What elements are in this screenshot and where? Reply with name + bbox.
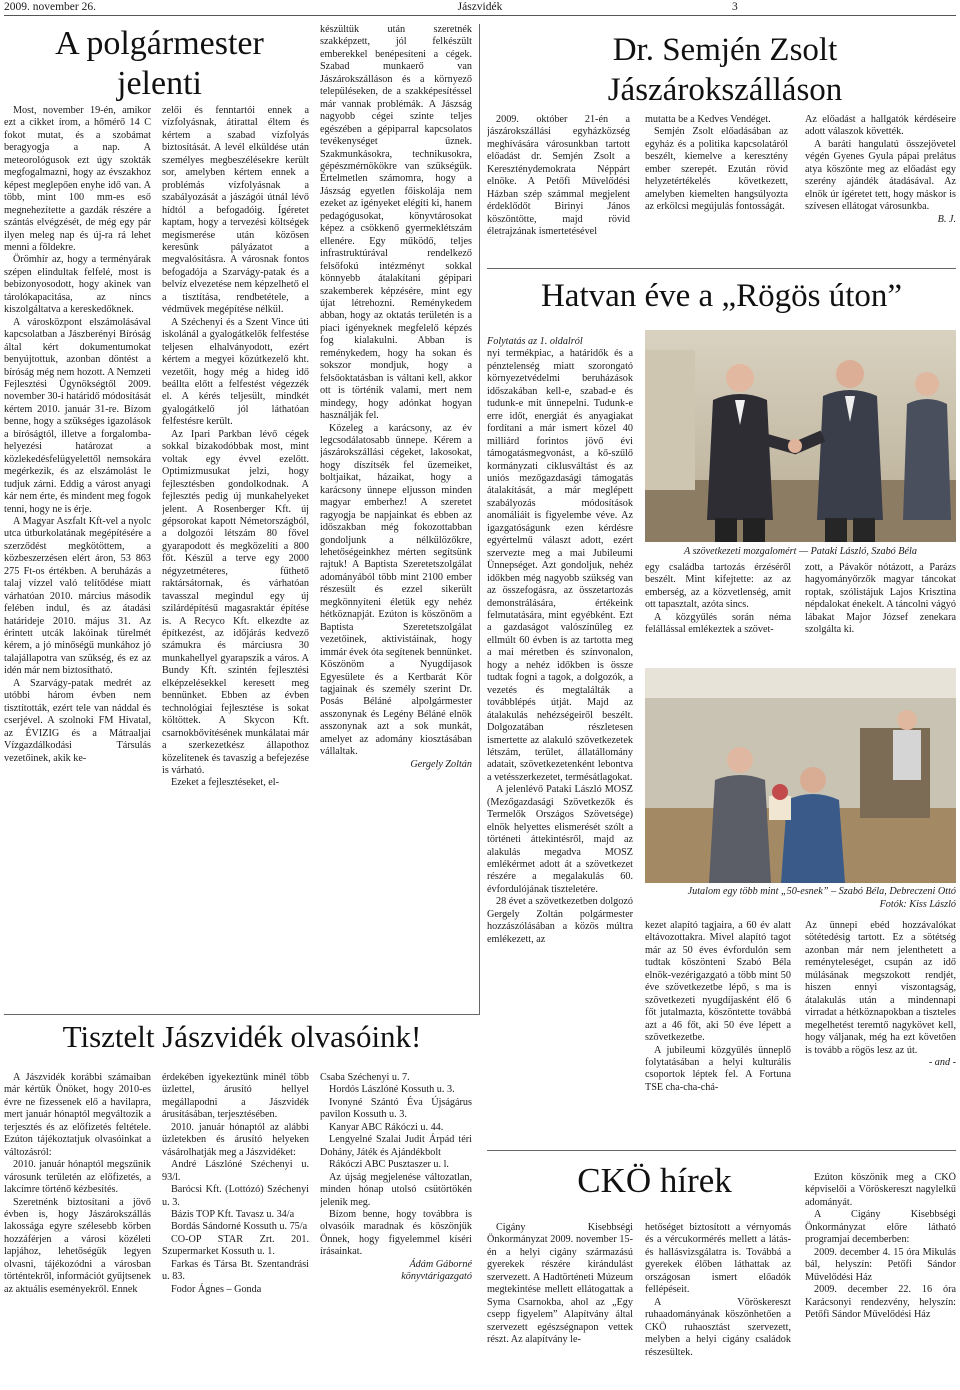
- shop-listing: Fodor Ágnes – Gonda: [171, 1283, 262, 1295]
- paragraph: A Vöröskereszt ruhaadományának köszönhetően a CKÖ ruhaosztást szervezett, melyben a helyi cigány családok részesültek.: [645, 1296, 791, 1358]
- shop-listing: Ivonyné Szántó Éva Újságárus pavilon Kossuth u. 3.: [320, 1096, 472, 1121]
- shop-listing: Bordás Sándorné Kossuth u. 75/a: [171, 1221, 308, 1233]
- cko-article-title: CKÖ hírek: [577, 1161, 732, 1200]
- shop-listing: Farkas és Társa Bt. Szentandrási u. 83.: [162, 1258, 309, 1283]
- paragraph: A Magyar Aszfalt Kft-vel a nyolc utca útburkolatának megépítésére a szerződést megkötöttem, a közbeszerzésen elért áron, 53 863 275 Ft-os értékben. A beruházás a talaj vízzel való telítődése miatt várhatóan 2010. március második felében indul, és az átadási határideje 2010. május 31. Az érintett utcák lakóinak türelmét kérem, a jó minőségű munkához jó talajállapotra van szükség, és ez az idén már nem biztosítható.: [4, 515, 151, 677]
- author-signature: B. J.: [937, 213, 956, 225]
- paragraph: A Jászvidék korábbi számaiban már kértük Önöket, hogy 2010-es évre ne fizessenek elő a havilapra, mert január hónaptól megváltozik a terjesztés és az előfizetés feltétele. Ezúton tájékoztatjuk olvasóinkat a változásról:: [4, 1072, 151, 1158]
- paragraph: Örömhír az, hogy a terményárak szépen elindultak felfelé, most is bebizonyosodott, hogy akinek van tárolókapacitása, az nincs kiszolgáltatva a kereskedőknek.: [4, 254, 151, 316]
- rogos-article-column-2b: [645, 920, 791, 1142]
- page-number: 3: [732, 1, 738, 13]
- section-rule: [487, 268, 956, 269]
- rogos-article-column-3a: [805, 562, 956, 666]
- paragraph: Az ünnepi ebéd hozzávalókat sötétedésig tartott. Ez a sötétség azonban már nem jelenthetett a reményteleséget, csupán az idő múlásának megszokott rendjét, hiszen ennyi viszontagság, átalakulás után a mindennapi virradat a hétköznapokban a tiszteles megelhetést teremtő nagykövet kell, hogy váljanak, még ha ezt követően is tovább a rögös lesz az út.: [805, 920, 956, 1056]
- paragraph: nyi termékpiac, a határidők és a pénztelenség miatt szorongató környezetvédelmi beruházások időszakában kell-e, szabad-e és tudunk-e mit ünnepelni. Tudunk-e erre időt, energiát és anyagiakat fordítani a már ismert közel 40 milliárd forintos jövő évi támogatásmegvonást, a kő-szűlő kormányzati ciklusváltást és az uniós mezőgazdasági támogatás átalakítását, a már meglépett szabályozás módosítások anomáliáit is figyelembe véve. Az igazgatóságunk ezen kérdésre egyértelmű választ adott, ezért szervezte meg a mai Jubileumi Ünnepséget. Azt gondoljuk, nehéz időkben még nagyobb szükség van az összefogásra, az összetartozás demonstrálására, értékeink felmutatására, mint egyébként. Ezt a gazdaságot valószínűleg ez ellmúlt 60 évben is az tartotta meg a mai méretben és színvonalon, hogy a nehéz időkben is össze tudtak fogni a tagok, a dolgozók, a vezetés és megtalálták a továbblépés útját. Majd az átalakulás nehézségeiről beszélt. Dolgozatában részletesen ismertette az alakuló szövetkezetek létszám, terület, állatállomány adatait, szövetkezetenként lebontva a vetésszerkezetet, termésátlagokat.: [487, 348, 633, 783]
- author-signature: Ádám Gáborné: [409, 1258, 472, 1270]
- column-divider: [479, 24, 480, 1014]
- paragraph: érdekében igyekeztünk minél több üzlettel, árusító hellyel megállapodni a Jászvidék árusításában, terjesztésében.: [162, 1072, 309, 1121]
- paragraph: Cigány Kisebbségi Önkormányzat 2009. november 15-én a helyi cigány származású gyerekek részére kirándulást szervezett. A Hadtörténeti Múzeum megtekintése mellett ellátogattak a Syma Csarnokba, ahol az „Egy csepp figyelem” Alapítvány által szervezett egészségnapon vettek részt. Az alapítvány le-: [487, 1222, 633, 1346]
- rogos-article-column-1: [487, 336, 633, 1146]
- photo-credit: Fotók: Kiss László: [879, 899, 956, 910]
- paragraph: A jubileumi közgyűlés ünneplő folytatásában a helyi kulturális csoportok léptek fel. A Fortuna TSE cha-cha-chá-: [645, 1044, 791, 1093]
- shop-listing: André Lászlóné Széchenyi u. 93/l.: [162, 1159, 309, 1183]
- mayor-article-title: A polgármester jelenti: [55, 25, 264, 102]
- paragraph: Az Ipari Parkban lévő cégek sokkal bizakodóbbak most, mint voltak egy évvel ezelőtt. Optimizmusukat jelzi, hogy fejlesztésben gondolkodnak. A fejlesztés pedig új munkahelyeket jelent. A Rosenberger Kft. új gépsorokat kapott Németországból, a dolgozói létszám 80 fővel gyarapodott és megközelíti a 800 főt. Készül a terve egy 2000 négyzetméteres, fűthető raktársátornak, és várhatóan tavasszal megindul egy új szilárdépítésű magasraktár építése is. A Recyco Kft. elkezdte az építkezést, az időjárás kedvező számukra és márciusra 30 munkahellyel gyarapszik a város. A Bundy Kft. szintén fejlesztési elképzelésekkel keresett meg bennünket. Ebben az évben technológiai fejlesztése is sokat költöttek. A Skycon Kft. csarnokbővítésének munkálatai már a szerkezetkész állapothoz közelítenek és tavaszig a befejezése is várható.: [162, 428, 309, 777]
- rogos-article-column-2a: [645, 562, 791, 666]
- mayor-article-column-1: [4, 105, 151, 1007]
- shop-listing: Hordós Lászlóné Kossuth u. 3.: [329, 1084, 455, 1096]
- paragraph: Az újság megjelenése változatlan, minden hónap utolsó csütörtökén jelenik meg.: [320, 1171, 472, 1208]
- paragraph: A városközpont elszámolásával kapcsolatban a Jászberényi Bíróság által kért dokumentumokat benyújtottuk, azonban döntést a bíróság még nem hozott. A Nemzeti Fejlesztési Ügynökségtől 2009. november 30-i határidő módosítását kértem 2010. január 31-re. Bízom benne, hogy a szükséges igazolások a bíróságtól, illetve a forgalomba-helyezési határozat a közlekedésfelügyelettől nemsokára megérkezik, és az elszámolást le tudjuk zárni. Eddig a várost anyagi kár nem érte, és mindent meg fogok tenni, hogy ne is érje.: [4, 316, 151, 515]
- paragraph: Szeretnénk biztosítani a jövő évben is, hogy Jászárokszállás lakossága egyre szélesebb körben hozzáférjen a városi közéleti lapjához, lehetőségük legyen olvasni, tájékozódni a városban történtekről, információt gyűjtsenek az aktuális eseményekről. Ennek: [4, 1196, 151, 1295]
- cko-article-column-3: [805, 1172, 956, 1390]
- newspaper-name: Jászvidék: [457, 1, 503, 13]
- shop-listing: Kanyar ABC Rákóczi u. 44.: [329, 1121, 444, 1133]
- paragraph: A Széchenyi és a Szent Vince úti iskolánál a gyalogátkelők felfestése teljesen elhalványodott, ezért kértem a megyei közútkezelő kht. vezetőit, hogy még a hideg idő beállta előtt a felfestést végezzék el. A kérés teljesült, mindkét gyalogátkelő jól láthatóan felfestésre került.: [162, 316, 309, 428]
- paragraph: 28 évet a szövetkezetben dolgozó Gergely Zoltán polgármester hozzászólásában a közös múltra emlékezett, az: [487, 896, 633, 945]
- paragraph: Ezeket a fejlesztéseket, el-: [171, 777, 280, 789]
- author-signature: - and -: [928, 1056, 956, 1068]
- cko-article-column-2: [645, 1222, 791, 1390]
- semjen-article-column-2: [645, 114, 788, 260]
- paragraph: hetőséget biztosított a vérnyomás és a vércukormérés mellett a látás- és hallásvizsgálatra is. Továbbá a gyerekek élőben láthattak az országosan ismert előadók fellépéseit.: [645, 1222, 791, 1296]
- author-title: könyvtárigazgató: [401, 1271, 472, 1283]
- shop-listing: Lengyelné Szalai Judit Árpád téri Dohány, Játék és Ajándékbolt: [320, 1134, 472, 1158]
- readers-article-title: Tisztelt Jászvidék olvasóink!: [62, 1019, 422, 1054]
- section-rule: [487, 1150, 956, 1151]
- paragraph: A jelenlévő Pataki László MOSZ (Mezőgazdasági Szövetkezők és Termelők Országos Szövetsége) elnök helyettes elismerését szólt a történeti áttekintésről, majd az alakulás megadva MOSZ emlékérmet adott át a szövetkezet részére a megalakulás 60. évfordulójának tiszteletére.: [487, 784, 633, 895]
- section-rule: [4, 1014, 480, 1015]
- semjen-article-column-3: [805, 114, 956, 260]
- paragraph: Bízom benne, hogy továbbra is olvasóik maradnak és köszönjük Önnek, hogy figyelemmel kíséri írásainkat.: [320, 1208, 472, 1258]
- award-photo-image: [645, 668, 956, 883]
- cko-article-column-1: [487, 1222, 633, 1390]
- rogos-article-title: Hatvan éve a „Rögös úton”: [540, 278, 903, 314]
- paragraph: 2009. október 21-én a jászárokszállási egyházközség meghívására városunkban tartott előadást dr. Semjén Zsolt a Kereszténydemokrata Néppárt elnöke. A Petőfi Művelődési Házban szép számmal megjelent érdeklődőt Birinyi János köszöntötte, majd rövid életrajzának ismertetésével: [487, 114, 630, 238]
- header-rule: [4, 15, 956, 16]
- paragraph: A Szarvágy-patak medrét az utóbbi három évben nem tisztították, ezért tele van náddal és cserjével. A szolnoki FM Hivatal, az ÉVIZIG és a Mátraaljai Vízgazdálkodási Társulás vezetőinek, akik ke-: [4, 677, 151, 764]
- author-signature: Gergely Zoltán: [410, 758, 472, 770]
- paragraph: Közeleg a karácsony, az év legcsodálatosabb ünnepe. Kérem a jászárokszállási cégeket, lakosokat, hogy díszítsék fel üzemeiket, boltjaikat, házaikat, hogy a karácsony ünnepe eljusson minden magyar emberhez! A szeretet ragyogja be napjainkat és ebben az időszakban még fokozottabban gondoljunk a nélkülözőkre, lehetőségeinkhez mérten segítsünk rajtuk! A Baptista Szeretetszolgálat adományából több mint 2100 ember részesült és ezzel sikerült megkönnyíteni életük egy nehéz hétköznapját. Ezúton is köszönöm a Baptista Szeretetszolgálat vezetőinek, aktivistáinak, hogy immár évek óta segítenek bennünket. Köszönöm a Nyugdíjasok Egyesülete és a Kertbarát Kör tagjainak és személy szerint Dr. Posás Béláné alpolgármester asszonynak és Legény Béláné elnök asszonynak azt a sok munkát, amelyet az adomány kiosztásában vállaltak.: [320, 422, 472, 758]
- shop-listing: Barócsi Kft. (Lottózó) Széchenyi u. 3.: [162, 1184, 309, 1208]
- photo-handshake: [645, 330, 956, 542]
- continued-from-note: Folytatás az 1. oldalról: [487, 336, 583, 347]
- shop-listing: Bázis TOP Kft. Tavasz u. 34/a: [171, 1208, 295, 1220]
- photo-caption: A szövetkezeti mozgalomért — Pataki László, Szabó Béla: [684, 546, 917, 557]
- paragraph: zott, a Pávakör nótázott, a Parázs hagyományőrzők magyar táncokat roptak, szólistájuk Lajos Krisztina népdalokat énekelt. A táncolni vágyó lábakat Major József zenekara szolgálta ki.: [805, 562, 956, 636]
- semjen-article-column-1: [487, 114, 630, 260]
- handshake-photo-image: [645, 330, 956, 542]
- paragraph: A baráti hangulatú összejövetel végén Gyenes Gyula pápai prelátus atya köszönte meg az előadást egy szerény ajándék átadásával. Az elnök úr ígéretet tett, hogy máskor is szívesen ellátogat városunkba.: [805, 138, 956, 213]
- shop-listing: Rákóczi ABC Pusztaszer u. l.: [329, 1159, 449, 1171]
- issue-date: 2009. november 26.: [4, 1, 96, 13]
- paragraph: A közgyűlés során néma felállással emlékeztek a szövet-: [645, 611, 791, 636]
- paragraph: mutatta be a Kedves Vendéget.: [645, 114, 771, 125]
- rogos-article-column-3b: [805, 920, 956, 1142]
- shop-listing: CO-OP STAR Zrt. 201. Szupermarket Kossuth u. 1.: [162, 1233, 309, 1258]
- paragraph: Semjén Zsolt előadásában az egyház és a politika kapcsolatáról beszélt, kiemelve a keresztény ember szerepét. Ezután rövid helyzetértékelés következett, amelyben kiemelten hangsúlyozta az erkölcsi megújulás fontosságát.: [645, 126, 788, 213]
- readers-article-column-2: [162, 1072, 309, 1390]
- semjen-article-title: Dr. Semjén Zsolt Jászárokszálláson: [607, 32, 843, 108]
- paragraph: Az előadást a hallgatók kérdéseire adott válaszok követték.: [805, 114, 956, 138]
- paragraph: Ezúton köszönik meg a CKÖ képviselői a Vöröskereszt nagylelkű adományát.: [805, 1172, 956, 1208]
- paragraph: zelői és fenntartói ennek a vízfolyásnak, átirattal éltem és kértem a szabad vízfolyás biztosítását. A levél elküldése után személyes megbeszélésekre került sor, amelyben kértem ennek a problémás vízfolyásnak a szabályozását a jászágói útnál lévő hídtól a befogadóig. Ígéretet kaptam, hogy a tervezési költségek megismerése után közösen keresünk pályázatot a megvalósításra. A városnak fontos befogadója a Szarvágy-patak és a belvíz elvezetése nem képzelhető el a tisztítása, rendbetétele, a védművek megépítése nélkül.: [162, 105, 309, 316]
- paragraph: 2010. január hónaptól az alábbi üzletekben és árusító helyeken vásárolhatják meg a Jászvidéket:: [162, 1121, 309, 1158]
- mayor-article-column-3: [320, 24, 472, 1007]
- event-listing: 2009. december 4. 15 óra Mikulás bál, helyszín: Petőfi Sándor Művelődési Ház: [805, 1246, 956, 1283]
- mayor-article-column-2: [162, 105, 309, 1007]
- paragraph: egy családba tartozás érzéséről beszélt. Mint kifejtette: az az emberség, az a közvetlenség, amit ott tapasztalt, azóta sincs.: [645, 562, 791, 611]
- paragraph: kezet alapító tagjaira, a 60 év alatt eltávozottakra. Mivel alapító tagot már az 50 éves évfordulón sem tudtak köszönteni Szabó Béla elnök-vezérigazgató a több mint 50 éve szövetkezetbe lépő, s ma is szövetkezeti nyugdíjasként élő 6 főt jutalmazta, köszöntette továbbá azt a 46 főt, aki 50 éve lépett a szövetkezetbe.: [645, 920, 791, 1044]
- photo-award: [645, 668, 956, 883]
- shop-listing: Csaba Széchenyi u. 7.: [320, 1072, 410, 1083]
- event-listing: 2009. december 22. 16 óra Karácsonyi rendezvény, helyszín: Petőfi Sándor Művelődési Ház: [805, 1284, 956, 1320]
- paragraph: 2010. január hónaptól megszűnik városunk területén az előfizetés, a lakcímre történő kézbesítés.: [4, 1159, 151, 1196]
- paragraph: készültük után szeretnék szakképzett, jól felkészült emberekkel benépesíteni a cégek. Szabad munkaerő van Jászárokszálláson és a környező településeken, de a szakképesítéssel már vannak problémák. A Jászság nagyobb cégei szinte teljes egészében a gépiparral kapcsolatos tevékenységet űznek. Szakmunkásokra, technikusokra, gépészmérnökökre van szükségük. Értelmetlen számomra, hogy a Jászság egyetlen főiskolája nem ezeket az igényeket elégíti ki, hanem pedagógusokat, könyvtárosokat képez a csökkenő gyermeklétszám ellenére. Egy működő, teljes infrastruktúrával rendelkező felsőfokú intézményt sokkal könnyebb átalakítani gépipari szakemberek képzésére, mint egy újat létrehozni. Reménykedem abban, hogy az oktatás területén is a piaci igényeknek megfelelő képzés fog kialakulni. Abban is reménykedem, hogy ha sokan és sokszor mondjuk, hogy a felsőoktatásban is váltani kell, akkor ott is történik valami, mert nem mindegy, hogy adónkat hogyan használják fel.: [320, 24, 472, 422]
- readers-article-column-3: [320, 1072, 472, 1390]
- paragraph: Most, november 19-én, amikor ezt a cikket írom, a hőmérő 14 C fokot mutat, és a szobámat beragyogja a nap. A meteorológusok ezt úgy szokták megfogalmazni, hogy az évszakhoz képest meglepően enyhe idő van. A több, mint 100 mm-es eső megnehezítette a gazdák részére a szántás elvégzését, de még egy pár ilyen meleg nap és új-ra rá lehet menni a földekre.: [4, 105, 151, 253]
- photo-caption: Jutalom egy több mint „50-esnek” – Szabó Béla, Debreczeni Ottó: [687, 886, 956, 897]
- readers-article-column-1: [4, 1072, 151, 1390]
- paragraph: A Cigány Kisebbségi Önkormányzat előre látható programjai decemberben:: [805, 1209, 956, 1246]
